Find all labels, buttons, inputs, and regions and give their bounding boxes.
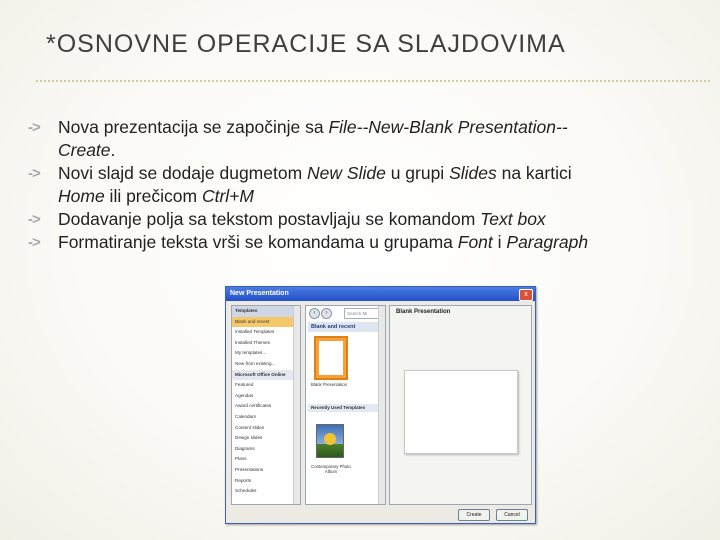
category-item[interactable]: Design slides xyxy=(235,435,263,441)
bullet-item-4: -> Formatiranje teksta vrši se komandama u grupama Font i Paragraph xyxy=(28,232,589,252)
forward-icon[interactable]: › xyxy=(321,308,332,319)
arrow-icon: -> xyxy=(28,119,40,136)
bullet-item-3: -> Dodavanje polja sa tekstom postavljaju se komandom Text box xyxy=(28,209,546,229)
blank-page xyxy=(319,341,343,375)
preview-title: Blank Presentation xyxy=(396,309,451,315)
search-input[interactable]: Search Mi xyxy=(344,308,380,319)
category-item[interactable]: My templates... xyxy=(235,350,267,356)
category-item[interactable]: Schedules xyxy=(235,488,257,494)
category-item[interactable]: Agendas xyxy=(235,392,254,398)
blank-caption: Blank Presentation xyxy=(310,382,348,387)
category-item[interactable]: Plans xyxy=(235,456,247,462)
gallery-header: Blank and recent xyxy=(308,322,380,332)
close-icon[interactable]: x xyxy=(519,289,533,301)
preview-pane xyxy=(389,305,532,505)
photo-album-thumbnail[interactable] xyxy=(316,424,344,458)
category-item-blank-and-recent[interactable]: Blank and recent xyxy=(232,317,300,328)
gallery-scrollbar[interactable] xyxy=(378,306,385,504)
category-item[interactable]: Diagrams xyxy=(235,445,255,451)
arrow-icon: -> xyxy=(28,165,40,182)
bullet-item-1: -> Nova prezentacija se započinje sa File--New-Blank Presentation--Create. xyxy=(28,117,568,160)
photo-album-caption: Contemporary Photo Album xyxy=(311,464,351,474)
category-item[interactable]: Reports xyxy=(235,477,252,483)
category-item[interactable]: Award certificates xyxy=(235,403,272,409)
category-item[interactable]: Installed Themes xyxy=(235,339,270,345)
bullet-list xyxy=(28,116,608,254)
left-scrollbar[interactable] xyxy=(293,306,300,504)
category-header: Templates xyxy=(232,306,300,317)
arrow-icon: -> xyxy=(28,234,40,251)
flower-icon xyxy=(324,433,336,445)
recent-templates-header: Recently Used Templates xyxy=(308,404,380,412)
blank-presentation-thumbnail[interactable] xyxy=(314,336,348,380)
category-item[interactable]: Calendars xyxy=(235,413,256,419)
back-icon[interactable]: ‹ xyxy=(309,308,320,319)
cancel-button[interactable]: Cancel xyxy=(496,509,528,521)
slide-title: *OSNOVNE OPERACIJE SA SLAJDOVIMA xyxy=(46,30,566,58)
bullet-item-2: -> Novi slajd se dodaje dugmetom New Slide u grupi Slides na kartici Home ili prečicom Ctrl+M xyxy=(28,163,572,206)
category-item[interactable]: Featured xyxy=(235,382,254,388)
category-item[interactable]: Content slides xyxy=(235,424,265,430)
category-group-header: Microsoft Office Online xyxy=(232,370,300,381)
category-item[interactable]: Installed Templates xyxy=(235,329,275,335)
title-divider xyxy=(36,80,710,82)
template-category-list xyxy=(231,305,301,505)
arrow-icon: -> xyxy=(28,211,40,228)
template-gallery xyxy=(305,305,386,505)
new-presentation-dialog xyxy=(225,286,536,524)
dialog-title: New Presentation xyxy=(226,287,535,301)
category-item[interactable]: Presentations xyxy=(235,466,264,472)
preview-slide xyxy=(404,370,518,454)
category-item[interactable]: New from existing... xyxy=(235,360,276,366)
create-button[interactable]: Create xyxy=(458,509,490,521)
